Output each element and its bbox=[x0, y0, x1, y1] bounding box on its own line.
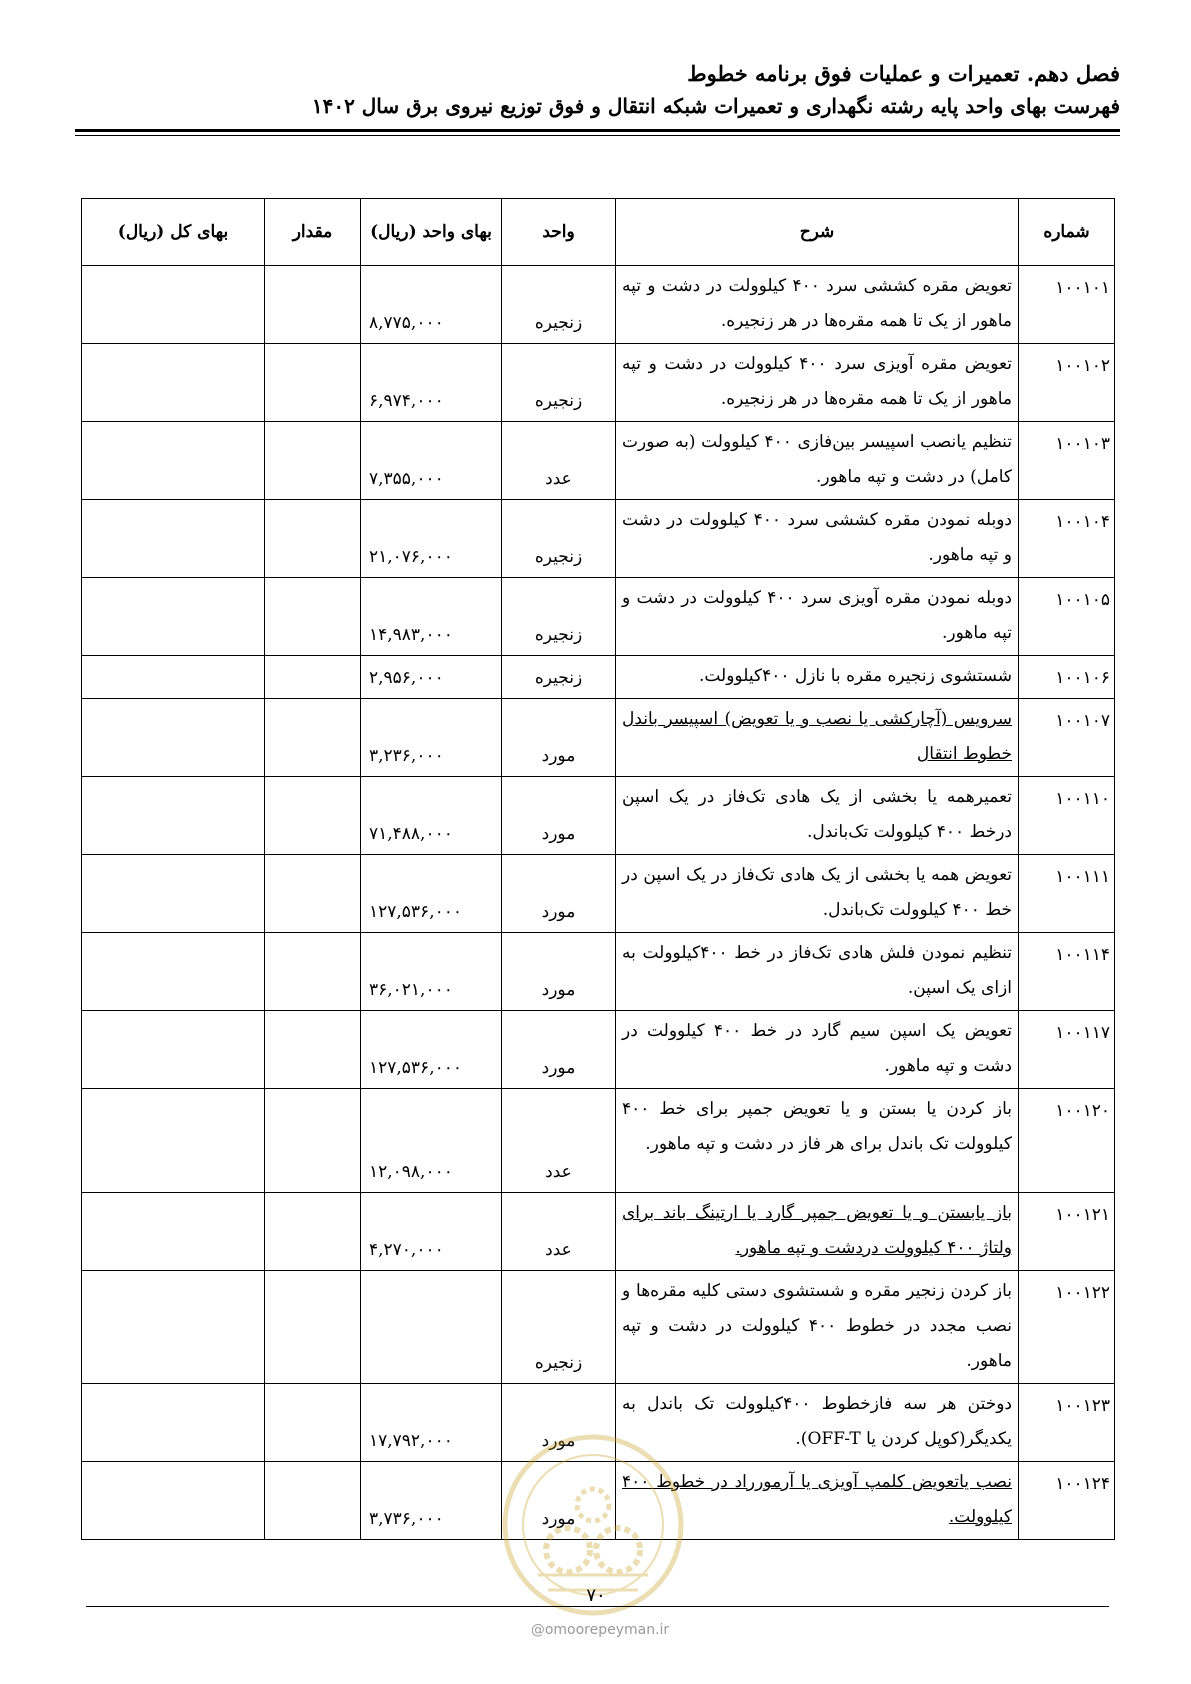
row-total bbox=[82, 656, 265, 699]
row-description: دوختن هر سه فازخطوط ۴۰۰کیلوولت تک باندل به یکدیگر(کوپل کردن یا OFF-T). bbox=[616, 1384, 1019, 1462]
row-description: تنظیم نمودن فلش هادی تک‌فاز در خط ۴۰۰کیلوولت به ازای یک اسپن. bbox=[616, 933, 1019, 1011]
row-description: نصب یاتعویض کلمپ آویزی یا آرمورراد در خطوط ۴۰۰ کیلوولت. bbox=[616, 1462, 1019, 1540]
table-body bbox=[82, 266, 1115, 1540]
row-quantity bbox=[265, 933, 361, 1011]
row-unit-price: ۳۶,۰۲۱,۰۰۰ bbox=[361, 933, 502, 1011]
row-unit-price: ۱۷,۷۹۲,۰۰۰ bbox=[361, 1384, 502, 1462]
row-unit: مورد bbox=[502, 1384, 616, 1462]
table-row bbox=[82, 656, 1115, 699]
row-total bbox=[82, 1462, 265, 1540]
col-header-number: شماره bbox=[1019, 199, 1115, 266]
row-quantity bbox=[265, 1384, 361, 1462]
row-description: باز یابستن و یا تعویض جمپر گارد یا ارتینگ باند برای ولتاژ ۴۰۰ کیلوولت دردشت و تپه ماهور. bbox=[616, 1193, 1019, 1271]
row-total bbox=[82, 777, 265, 855]
row-unit-price: ۳,۷۳۶,۰۰۰ bbox=[361, 1462, 502, 1540]
row-description: سرویس (آچارکشی یا نصب و یا تعویض) اسپیسر باندل خطوط انتقال bbox=[616, 699, 1019, 777]
row-unit-price: ۶,۹۷۴,۰۰۰ bbox=[361, 344, 502, 422]
row-number: ۱۰۰۱۱۷ bbox=[1019, 1011, 1115, 1089]
row-unit: زنجیره bbox=[502, 1271, 616, 1384]
row-description: تعویض یک اسپن سیم گارد در خط ۴۰۰ کیلوولت در دشت و تپه ماهور. bbox=[616, 1011, 1019, 1089]
chapter-title: فصل دهم. تعمیرات و عملیات فوق برنامه خطوط bbox=[687, 61, 1120, 86]
row-unit: مورد bbox=[502, 1011, 616, 1089]
row-unit: مورد bbox=[502, 1462, 616, 1540]
table-row bbox=[82, 1089, 1115, 1193]
row-unit-price: ۱۲,۰۹۸,۰۰۰ bbox=[361, 1089, 502, 1193]
table-row bbox=[82, 422, 1115, 500]
website-link[interactable]: @omoorepeyman.ir bbox=[530, 1622, 670, 1638]
row-total bbox=[82, 855, 265, 933]
table-row bbox=[82, 344, 1115, 422]
row-total bbox=[82, 1089, 265, 1193]
list-title: فهرست بهای واحد پایه رشته نگهداری و تعمیرات شبکه انتقال و فوق توزیع نیروی برق سال ۱۴۰۲ bbox=[311, 94, 1120, 118]
row-quantity bbox=[265, 500, 361, 578]
row-unit-price: ۲,۹۵۶,۰۰۰ bbox=[361, 656, 502, 699]
table-row bbox=[82, 777, 1115, 855]
table-row bbox=[82, 855, 1115, 933]
row-description: باز کردن یا بستن و یا تعویض جمپر برای خط ۴۰۰ کیلوولت تک باندل برای هر فاز در دشت و تپه ماهور. bbox=[616, 1089, 1019, 1193]
row-description: تنظیم یانصب اسپیسر بین‌فازی ۴۰۰ کیلوولت (به صورت کامل) در دشت و تپه ماهور. bbox=[616, 422, 1019, 500]
row-quantity bbox=[265, 266, 361, 344]
row-total bbox=[82, 933, 265, 1011]
row-unit-price: ۴,۲۷۰,۰۰۰ bbox=[361, 1193, 502, 1271]
row-number: ۱۰۰۱۲۴ bbox=[1019, 1462, 1115, 1540]
header-rule-thick bbox=[75, 129, 1120, 132]
table-row bbox=[82, 578, 1115, 656]
row-unit-price: ۱۲۷,۵۳۶,۰۰۰ bbox=[361, 855, 502, 933]
page-header bbox=[75, 58, 1120, 122]
row-total bbox=[82, 1271, 265, 1384]
row-number: ۱۰۰۱۲۳ bbox=[1019, 1384, 1115, 1462]
row-number: ۱۰۰۱۰۷ bbox=[1019, 699, 1115, 777]
row-description: تعویض همه یا بخشی از یک هادی تک‌فاز در یک اسپن در خط ۴۰۰ کیلوولت تک‌باندل. bbox=[616, 855, 1019, 933]
row-unit: عدد bbox=[502, 1193, 616, 1271]
row-unit-price: ۳,۲۳۶,۰۰۰ bbox=[361, 699, 502, 777]
row-unit: عدد bbox=[502, 1089, 616, 1193]
row-description: دوبله نمودن مقره کششی سرد ۴۰۰ کیلوولت در دشت و تپه ماهور. bbox=[616, 500, 1019, 578]
row-quantity bbox=[265, 1011, 361, 1089]
table-header-row bbox=[82, 199, 1115, 266]
row-description: شستشوی زنجیره مقره با نازل ۴۰۰کیلوولت. bbox=[616, 656, 1019, 699]
table-row bbox=[82, 1011, 1115, 1089]
row-total bbox=[82, 344, 265, 422]
col-header-unit: واحد bbox=[502, 199, 616, 266]
row-unit-price: ۱۲۷,۵۳۶,۰۰۰ bbox=[361, 1011, 502, 1089]
row-number: ۱۰۰۱۲۲ bbox=[1019, 1271, 1115, 1384]
row-unit: عدد bbox=[502, 422, 616, 500]
col-header-description: شرح bbox=[616, 199, 1019, 266]
row-quantity bbox=[265, 422, 361, 500]
row-number: ۱۰۰۱۰۱ bbox=[1019, 266, 1115, 344]
row-unit: زنجیره bbox=[502, 344, 616, 422]
row-number: ۱۰۰۱۰۲ bbox=[1019, 344, 1115, 422]
row-unit-price: ۱۴,۹۸۳,۰۰۰ bbox=[361, 578, 502, 656]
row-number: ۱۰۰۱۱۴ bbox=[1019, 933, 1115, 1011]
row-total bbox=[82, 500, 265, 578]
row-quantity bbox=[265, 699, 361, 777]
row-unit: مورد bbox=[502, 855, 616, 933]
table-row bbox=[82, 500, 1115, 578]
price-table bbox=[81, 198, 1115, 1540]
row-total bbox=[82, 266, 265, 344]
row-number: ۱۰۰۱۱۱ bbox=[1019, 855, 1115, 933]
row-description: تعویض مقره کششی سرد ۴۰۰ کیلوولت در دشت و تپه ماهور از یک تا همه مقره‌ها در هر زنجیره. bbox=[616, 266, 1019, 344]
table-row bbox=[82, 699, 1115, 777]
col-header-total: بهای کل (ریال) bbox=[82, 199, 265, 266]
row-quantity bbox=[265, 1193, 361, 1271]
row-number: ۱۰۰۱۰۳ bbox=[1019, 422, 1115, 500]
row-unit: مورد bbox=[502, 933, 616, 1011]
row-description: تعویض مقره آویزی سرد ۴۰۰ کیلوولت در دشت و تپه ماهور از یک تا همه مقره‌ها در هر زنجیره. bbox=[616, 344, 1019, 422]
row-unit-price: ۲۱,۰۷۶,۰۰۰ bbox=[361, 500, 502, 578]
row-unit: مورد bbox=[502, 699, 616, 777]
row-number: ۱۰۰۱۰۴ bbox=[1019, 500, 1115, 578]
row-quantity bbox=[265, 1462, 361, 1540]
row-number: ۱۰۰۱۰۶ bbox=[1019, 656, 1115, 699]
row-quantity bbox=[265, 1271, 361, 1384]
row-quantity bbox=[265, 656, 361, 699]
row-unit: مورد bbox=[502, 777, 616, 855]
row-unit: زنجیره bbox=[502, 266, 616, 344]
row-total bbox=[82, 578, 265, 656]
row-number: ۱۰۰۱۲۰ bbox=[1019, 1089, 1115, 1193]
row-unit-price: ۷,۳۵۵,۰۰۰ bbox=[361, 422, 502, 500]
row-quantity bbox=[265, 578, 361, 656]
page-number: ۷۰ bbox=[586, 1585, 606, 1606]
header-rule-thin bbox=[75, 135, 1120, 136]
row-number: ۱۰۰۱۱۰ bbox=[1019, 777, 1115, 855]
table-row bbox=[82, 933, 1115, 1011]
col-header-unit-price: بهای واحد (ریال) bbox=[361, 199, 502, 266]
row-unit-price: ۸,۷۷۵,۰۰۰ bbox=[361, 266, 502, 344]
row-total bbox=[82, 1193, 265, 1271]
row-unit: زنجیره bbox=[502, 500, 616, 578]
row-unit: زنجیره bbox=[502, 578, 616, 656]
row-total bbox=[82, 422, 265, 500]
row-quantity bbox=[265, 855, 361, 933]
row-total bbox=[82, 699, 265, 777]
table-row bbox=[82, 1193, 1115, 1271]
table-row bbox=[82, 1271, 1115, 1384]
row-quantity bbox=[265, 344, 361, 422]
row-description: تعمیرهمه یا بخشی از یک هادی تک‌فاز در یک اسپن درخط ۴۰۰ کیلوولت تک‌باندل. bbox=[616, 777, 1019, 855]
row-unit-price bbox=[361, 1271, 502, 1384]
row-description: باز کردن زنجیر مقره و شستشوی دستی کلیه مقره‌ها و نصب مجدد در خطوط ۴۰۰ کیلوولت در دشت و تپه ماهور. bbox=[616, 1271, 1019, 1384]
row-number: ۱۰۰۱۲۱ bbox=[1019, 1193, 1115, 1271]
row-description: دوبله نمودن مقره آویزی سرد ۴۰۰ کیلوولت در دشت و تپه ماهور. bbox=[616, 578, 1019, 656]
row-quantity bbox=[265, 777, 361, 855]
row-number: ۱۰۰۱۰۵ bbox=[1019, 578, 1115, 656]
row-total bbox=[82, 1011, 265, 1089]
row-unit-price: ۷۱,۴۸۸,۰۰۰ bbox=[361, 777, 502, 855]
table-row bbox=[82, 266, 1115, 344]
row-unit: زنجیره bbox=[502, 656, 616, 699]
col-header-quantity: مقدار bbox=[265, 199, 361, 266]
footer-rule bbox=[86, 1606, 1109, 1607]
row-total bbox=[82, 1384, 265, 1462]
row-quantity bbox=[265, 1089, 361, 1193]
